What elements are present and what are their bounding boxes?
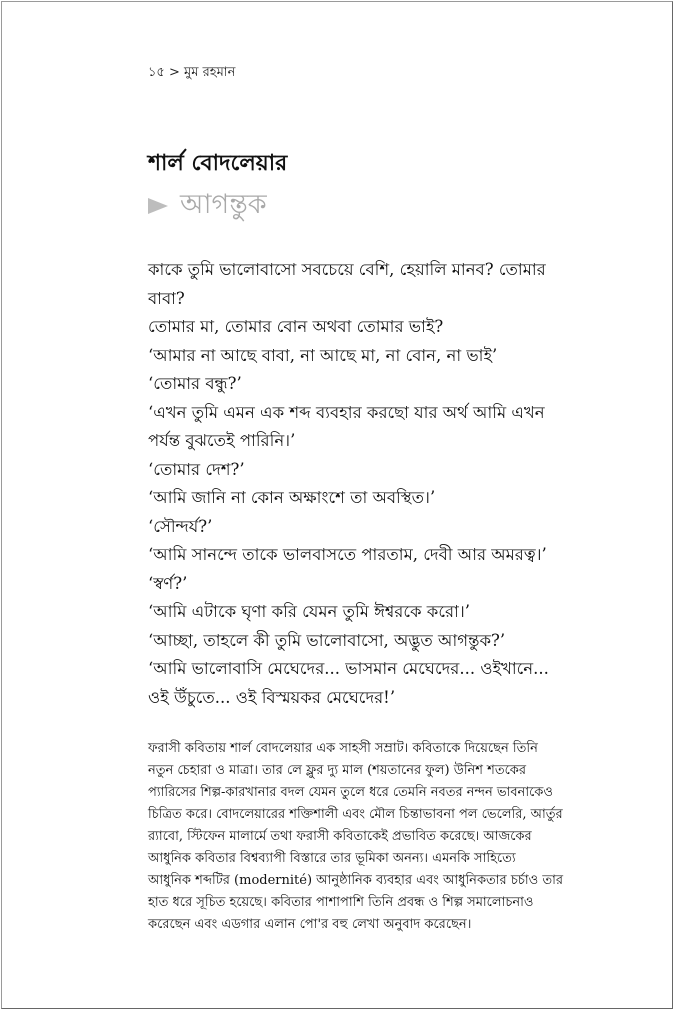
note-line: করেছেন এবং এডগার এলান পো'র বহু লেখা অনুবাদ করেছেন। bbox=[148, 917, 472, 932]
poem-line: কাকে তুমি ভালোবাসো সবচেয়ে বেশি, হেয়ালি মানব? তোমার bbox=[148, 260, 546, 279]
note-line: র‍্যাবো, স্টিফেন মালার্মে তথা ফরাসী কবিতাকেই প্রভাবিত করেছে। আজকের bbox=[148, 829, 532, 844]
poem-body bbox=[148, 256, 588, 712]
note-line: নতুন চেহারা ও মাত্রা। তার লে ফ্লুর দ্যু মাল (শয়তানের ফুল) উনিশ শতকের bbox=[148, 763, 527, 778]
poem-line: বাবা? bbox=[148, 288, 185, 308]
poet-note bbox=[148, 738, 600, 936]
poem-line: ‘আমি এটাকে ঘৃণা করি যেমন তুমি ঈশ্বরকে করো।’ bbox=[148, 602, 470, 621]
poem-line: ‘আমার না আছে বাবা, না আছে মা, না বোন, না ভাই’ bbox=[148, 345, 498, 365]
poem-line: ‘স্বর্ণ?’ bbox=[148, 573, 188, 593]
poem-line: ‘আচ্ছা, তাহলে কী তুমি ভালোবাসো, অদ্ভুত আগন্তুক?’ bbox=[148, 630, 506, 650]
poem-line: ‘তোমার দেশ?’ bbox=[148, 459, 245, 479]
poem-title: আগন্তুক bbox=[180, 188, 267, 220]
poem-line: ‘এখন তুমি এমন এক শব্দ ব্যবহার করছো যার অর্থ আমি এখন bbox=[148, 402, 545, 422]
note-line: চিত্রিত করে। বোদলেয়ারের শক্তিশালী এবং মৌল চিন্তাভাবনা পল ভেলেরি, আর্তুর bbox=[148, 807, 563, 822]
poet-name: শার্ল বোদলেয়ার bbox=[148, 150, 288, 176]
triangle-bullet-icon bbox=[148, 198, 168, 214]
poem-line: ‘আমি জানি না কোন অক্ষাংশে তা অবস্থিত।’ bbox=[148, 488, 436, 507]
poem-line: তোমার মা, তোমার বোন অথবা তোমার ভাই? bbox=[148, 317, 444, 336]
poem-line: ওই উঁচুতে... ওই বিস্ময়কর মেঘেদের!’ bbox=[148, 687, 396, 707]
poem-line: ‘তোমার বন্ধু?’ bbox=[148, 374, 242, 393]
note-line: আধুনিক কবিতার বিশ্বব্যাপী বিস্তারে তার ভূমিকা অনন্য। এমনকি সাহিত্যে bbox=[148, 851, 516, 866]
poem-line: ‘আমি ভালোবাসি মেঘেদের... ভাসমান মেঘেদের... ওইখানে... bbox=[148, 659, 549, 678]
note-line: ফরাসী কবিতায় শার্ল বোদলেয়ার এক সাহসী সম্রাট। কবিতাকে দিয়েছেন তিনি bbox=[148, 741, 538, 756]
poem-line: ‘আমি সানন্দে তাকে ভালবাসতে পারতাম, দেবী আর অমরত্ব।’ bbox=[148, 545, 547, 564]
note-line: আধুনিক শব্দটির (modernité) আনুষ্ঠানিক ব্যবহার এবং আধুনিকতার চর্চাও তার bbox=[148, 873, 564, 888]
poem-line: পর্যন্ত বুঝতেই পারিনি।’ bbox=[148, 431, 296, 450]
poem-title-row bbox=[148, 188, 267, 224]
note-line: প্যারিসের শিল্প-কারখানার বদল যেমন তুলে ধরে তেমনি নবতর নন্দন ভাবনাকেও bbox=[148, 785, 553, 800]
poem-line: ‘সৌন্দর্য?’ bbox=[148, 516, 213, 536]
note-line: হাত ধরে সূচিত হয়েছে। কবিতার পাশাপাশি তিনি প্রবন্ধ ও শিল্প সমালোচনাও bbox=[148, 895, 534, 910]
running-head: ১৫ > মুম রহমান bbox=[148, 65, 236, 80]
